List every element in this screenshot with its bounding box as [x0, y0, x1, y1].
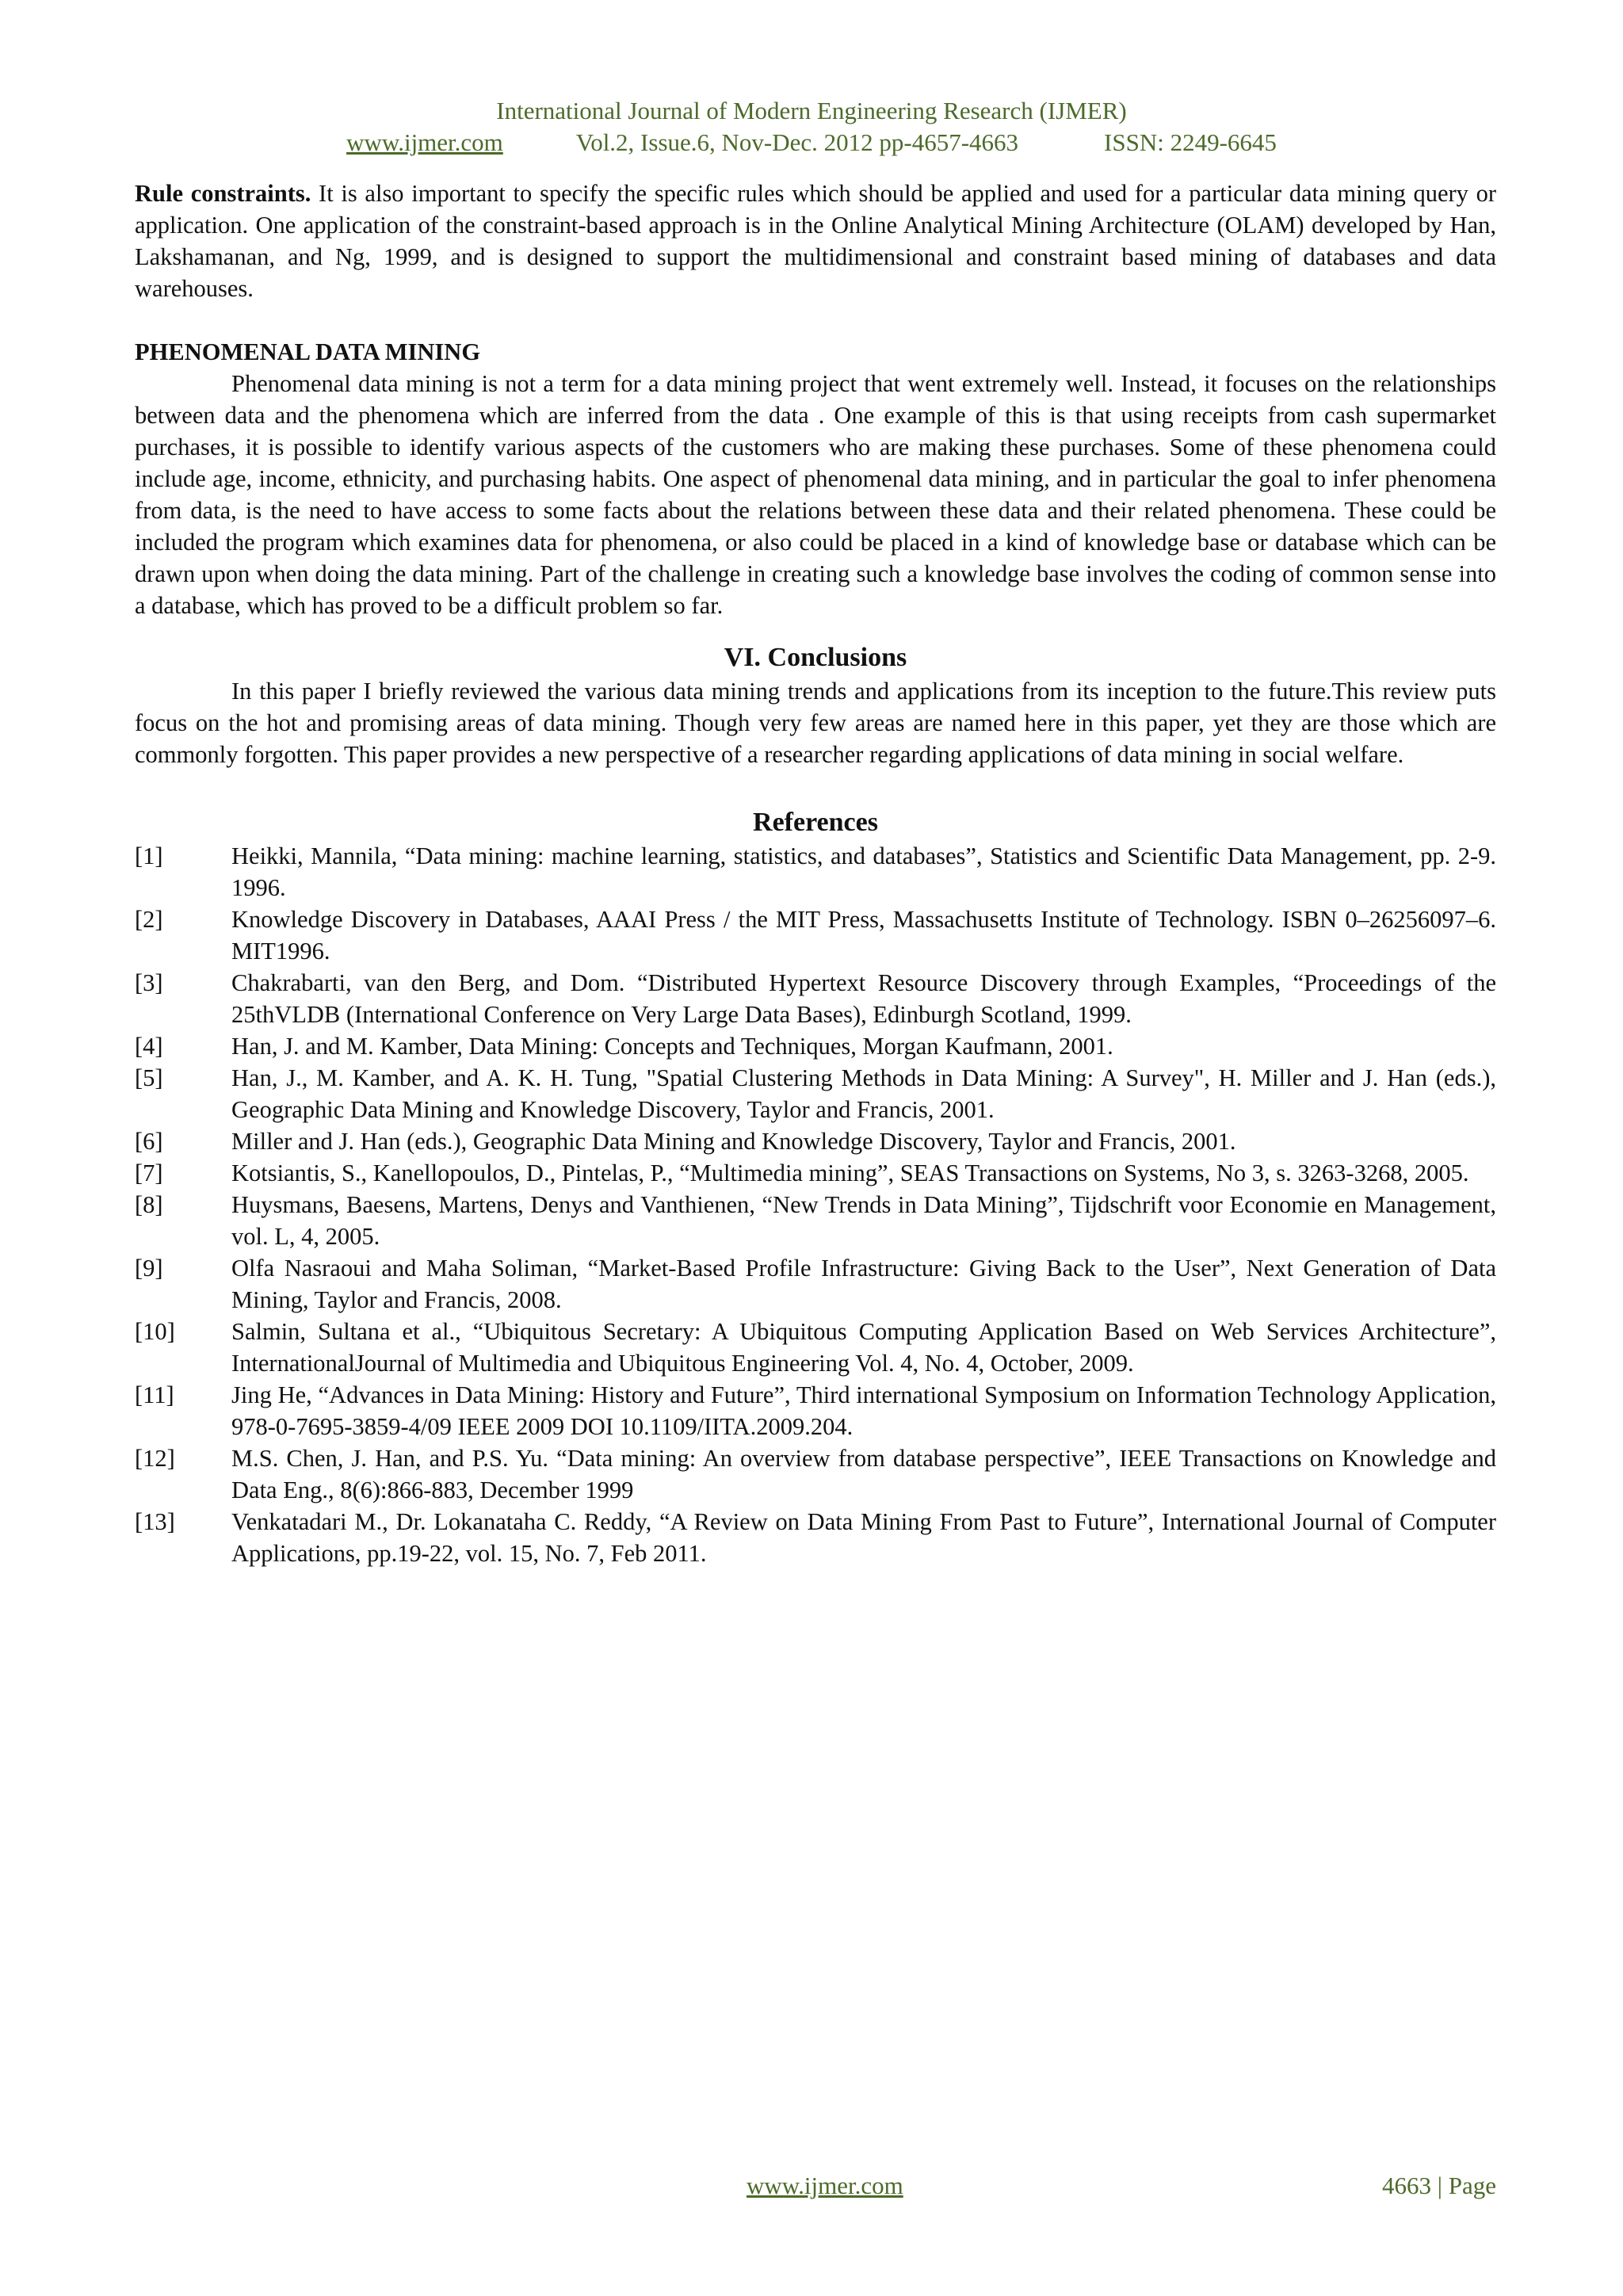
- reference-item: [135, 1030, 1496, 1062]
- reference-number: [1]: [135, 842, 163, 869]
- reference-text: Salmin, Sultana et al., “Ubiquitous Secretary: A Ubiquitous Computing Application Based on Web Services Architecture”, InternationalJournal of Multimedia and Ubiquitous Engineering Vol. 4, No. 4, October, 2009.: [231, 1318, 1496, 1377]
- phenomenal-paragraph: Phenomenal data mining is not a term for a data mining project that went extremely well. Instead, it focuses on the relationships between data and the phenomena which are inferred from the data . One example of this is that using receipts from cash supermarket purchases, it is possible to identify various aspects of the customers who are making these purchases. Some of these phenomena could include age, income, ethnicity, and purchasing habits. One aspect of phenomenal data mining, and in particular the goal to infer phenomena from data, is the need to have access to some facts about the relations between these data and their related phenomena. These could be included the program which examines data for phenomena, or also could be placed in a kind of knowledge base or database which can be drawn upon when doing the data mining. Part of the challenge in creating such a knowledge base involves the coding of common sense into a database, which has proved to be a difficult problem so far.: [135, 370, 1496, 619]
- reference-number: [5]: [135, 1064, 163, 1091]
- references-heading: References: [753, 808, 878, 837]
- reference-number: [8]: [135, 1191, 163, 1218]
- reference-text: Han, J., M. Kamber, and A. K. H. Tung, "Spatial Clustering Methods in Data Mining: A Survey", H. Miller and J. Han (eds.), Geographic Data Mining and Knowledge Discovery, Taylor and Francis, 2001.: [231, 1064, 1496, 1123]
- conclusions-paragraph: In this paper I briefly reviewed the various data mining trends and applications from its inception to the future.This review puts focus on the hot and promising areas of data mining. Though very few areas are named here in this paper, yet they are those which are commonly forgotten. This paper provides a new perspective of a researcher regarding applications of data mining in social welfare.: [135, 678, 1496, 768]
- reference-text: Knowledge Discovery in Databases, AAAI Press / the MIT Press, Massachusetts Institute of Technology. ISBN 0–26256097–6. MIT1996.: [231, 906, 1496, 965]
- reference-text: Heikki, Mannila, “Data mining: machine learning, statistics, and databases”, Statistics and Scientific Data Management, pp. 2-9. 1996.: [231, 842, 1496, 901]
- reference-item: [135, 1062, 1496, 1125]
- journal-url-link[interactable]: www.ijmer.com: [346, 128, 503, 156]
- conclusions-heading: VI. Conclusions: [724, 643, 907, 672]
- page-body: [135, 178, 1496, 1569]
- page-header: [0, 95, 1623, 159]
- reference-number: [13]: [135, 1508, 175, 1535]
- reference-item: [135, 967, 1496, 1030]
- reference-text: Kotsiantis, S., Kanellopoulos, D., Pintelas, P., “Multimedia mining”, SEAS Transactions on Systems, No 3, s. 3263-3268, 2005.: [231, 1159, 1469, 1186]
- footer-url-link[interactable]: www.ijmer.com: [747, 2172, 903, 2199]
- references-list: [135, 840, 1496, 1569]
- rule-constraints-paragraph: [135, 178, 1496, 304]
- reference-number: [6]: [135, 1128, 163, 1155]
- reference-number: [2]: [135, 906, 163, 933]
- reference-number: [4]: [135, 1033, 163, 1060]
- reference-number: [9]: [135, 1255, 163, 1282]
- reference-text: Jing He, “Advances in Data Mining: History and Future”, Third international Symposium on Information Technology Application, 978-0-7695-3859-4/09 IEEE 2009 DOI 10.1109/IITA.2009.204.: [231, 1381, 1496, 1440]
- rule-constraints-text: It is also important to specify the specific rules which should be applied and used for a particular data mining query or application. One application of the constraint-based approach is in the Online Analytical Mining Architecture (OLAM) developed by Han, Lakshamanan, and Ng, 1999, and is designed to support the multidimensional and constraint based mining of databases and data warehouses.: [135, 180, 1497, 302]
- reference-number: [11]: [135, 1381, 174, 1408]
- reference-item: [135, 1442, 1496, 1506]
- reference-number: [10]: [135, 1318, 175, 1345]
- reference-item: [135, 1157, 1496, 1189]
- reference-text: M.S. Chen, J. Han, and P.S. Yu. “Data mining: An overview from database perspective”, IEEE Transactions on Knowledge and Data Eng., 8(6):866-883, December 1999: [231, 1445, 1496, 1503]
- reference-number: [3]: [135, 969, 163, 996]
- reference-item: [135, 1316, 1496, 1379]
- reference-item: [135, 1379, 1496, 1442]
- reference-item: [135, 840, 1496, 904]
- reference-item: [135, 1125, 1496, 1157]
- volume-info: Vol.2, Issue.6, Nov-Dec. 2012 pp-4657-4663: [575, 128, 1019, 156]
- reference-text: Miller and J. Han (eds.), Geographic Data Mining and Knowledge Discovery, Taylor and Francis, 2001.: [231, 1128, 1236, 1155]
- journal-meta: [0, 127, 1623, 159]
- reference-text: Olfa Nasraoui and Maha Soliman, “Market-Based Profile Infrastructure: Giving Back to the User”, Next Generation of Data Mining, Taylor and Francis, 2008.: [231, 1255, 1496, 1313]
- page-number: 4663 | Page: [1382, 2172, 1496, 2199]
- reference-text: Venkatadari M., Dr. Lokanataha C. Reddy, “A Review on Data Mining From Past to Future”, International Journal of Computer Applications, pp.19-22, vol. 15, No. 7, Feb 2011.: [231, 1508, 1496, 1567]
- reference-number: [12]: [135, 1445, 175, 1472]
- reference-text: Chakrabarti, van den Berg, and Dom. “Distributed Hypertext Resource Discovery through Examples, “Proceedings of the 25thVLDB (International Conference on Very Large Data Bases), Edinburgh Scotland, 1999.: [231, 969, 1496, 1028]
- reference-text: Han, J. and M. Kamber, Data Mining: Concepts and Techniques, Morgan Kaufmann, 2001.: [231, 1033, 1113, 1060]
- journal-title: International Journal of Modern Engineering Research (IJMER): [496, 97, 1127, 124]
- reference-number: [7]: [135, 1159, 163, 1186]
- rule-constraints-label: Rule constraints.: [135, 180, 311, 207]
- reference-item: [135, 904, 1496, 967]
- phenomenal-heading: PHENOMENAL DATA MINING: [135, 338, 481, 365]
- reference-item: [135, 1189, 1496, 1252]
- reference-item: [135, 1252, 1496, 1316]
- issn-info: ISSN: 2249-6645: [1104, 128, 1277, 156]
- reference-text: Huysmans, Baesens, Martens, Denys and Vanthienen, “New Trends in Data Mining”, Tijdschrift voor Economie en Management, vol. L, 4, 2005.: [231, 1191, 1496, 1250]
- reference-item: [135, 1506, 1496, 1569]
